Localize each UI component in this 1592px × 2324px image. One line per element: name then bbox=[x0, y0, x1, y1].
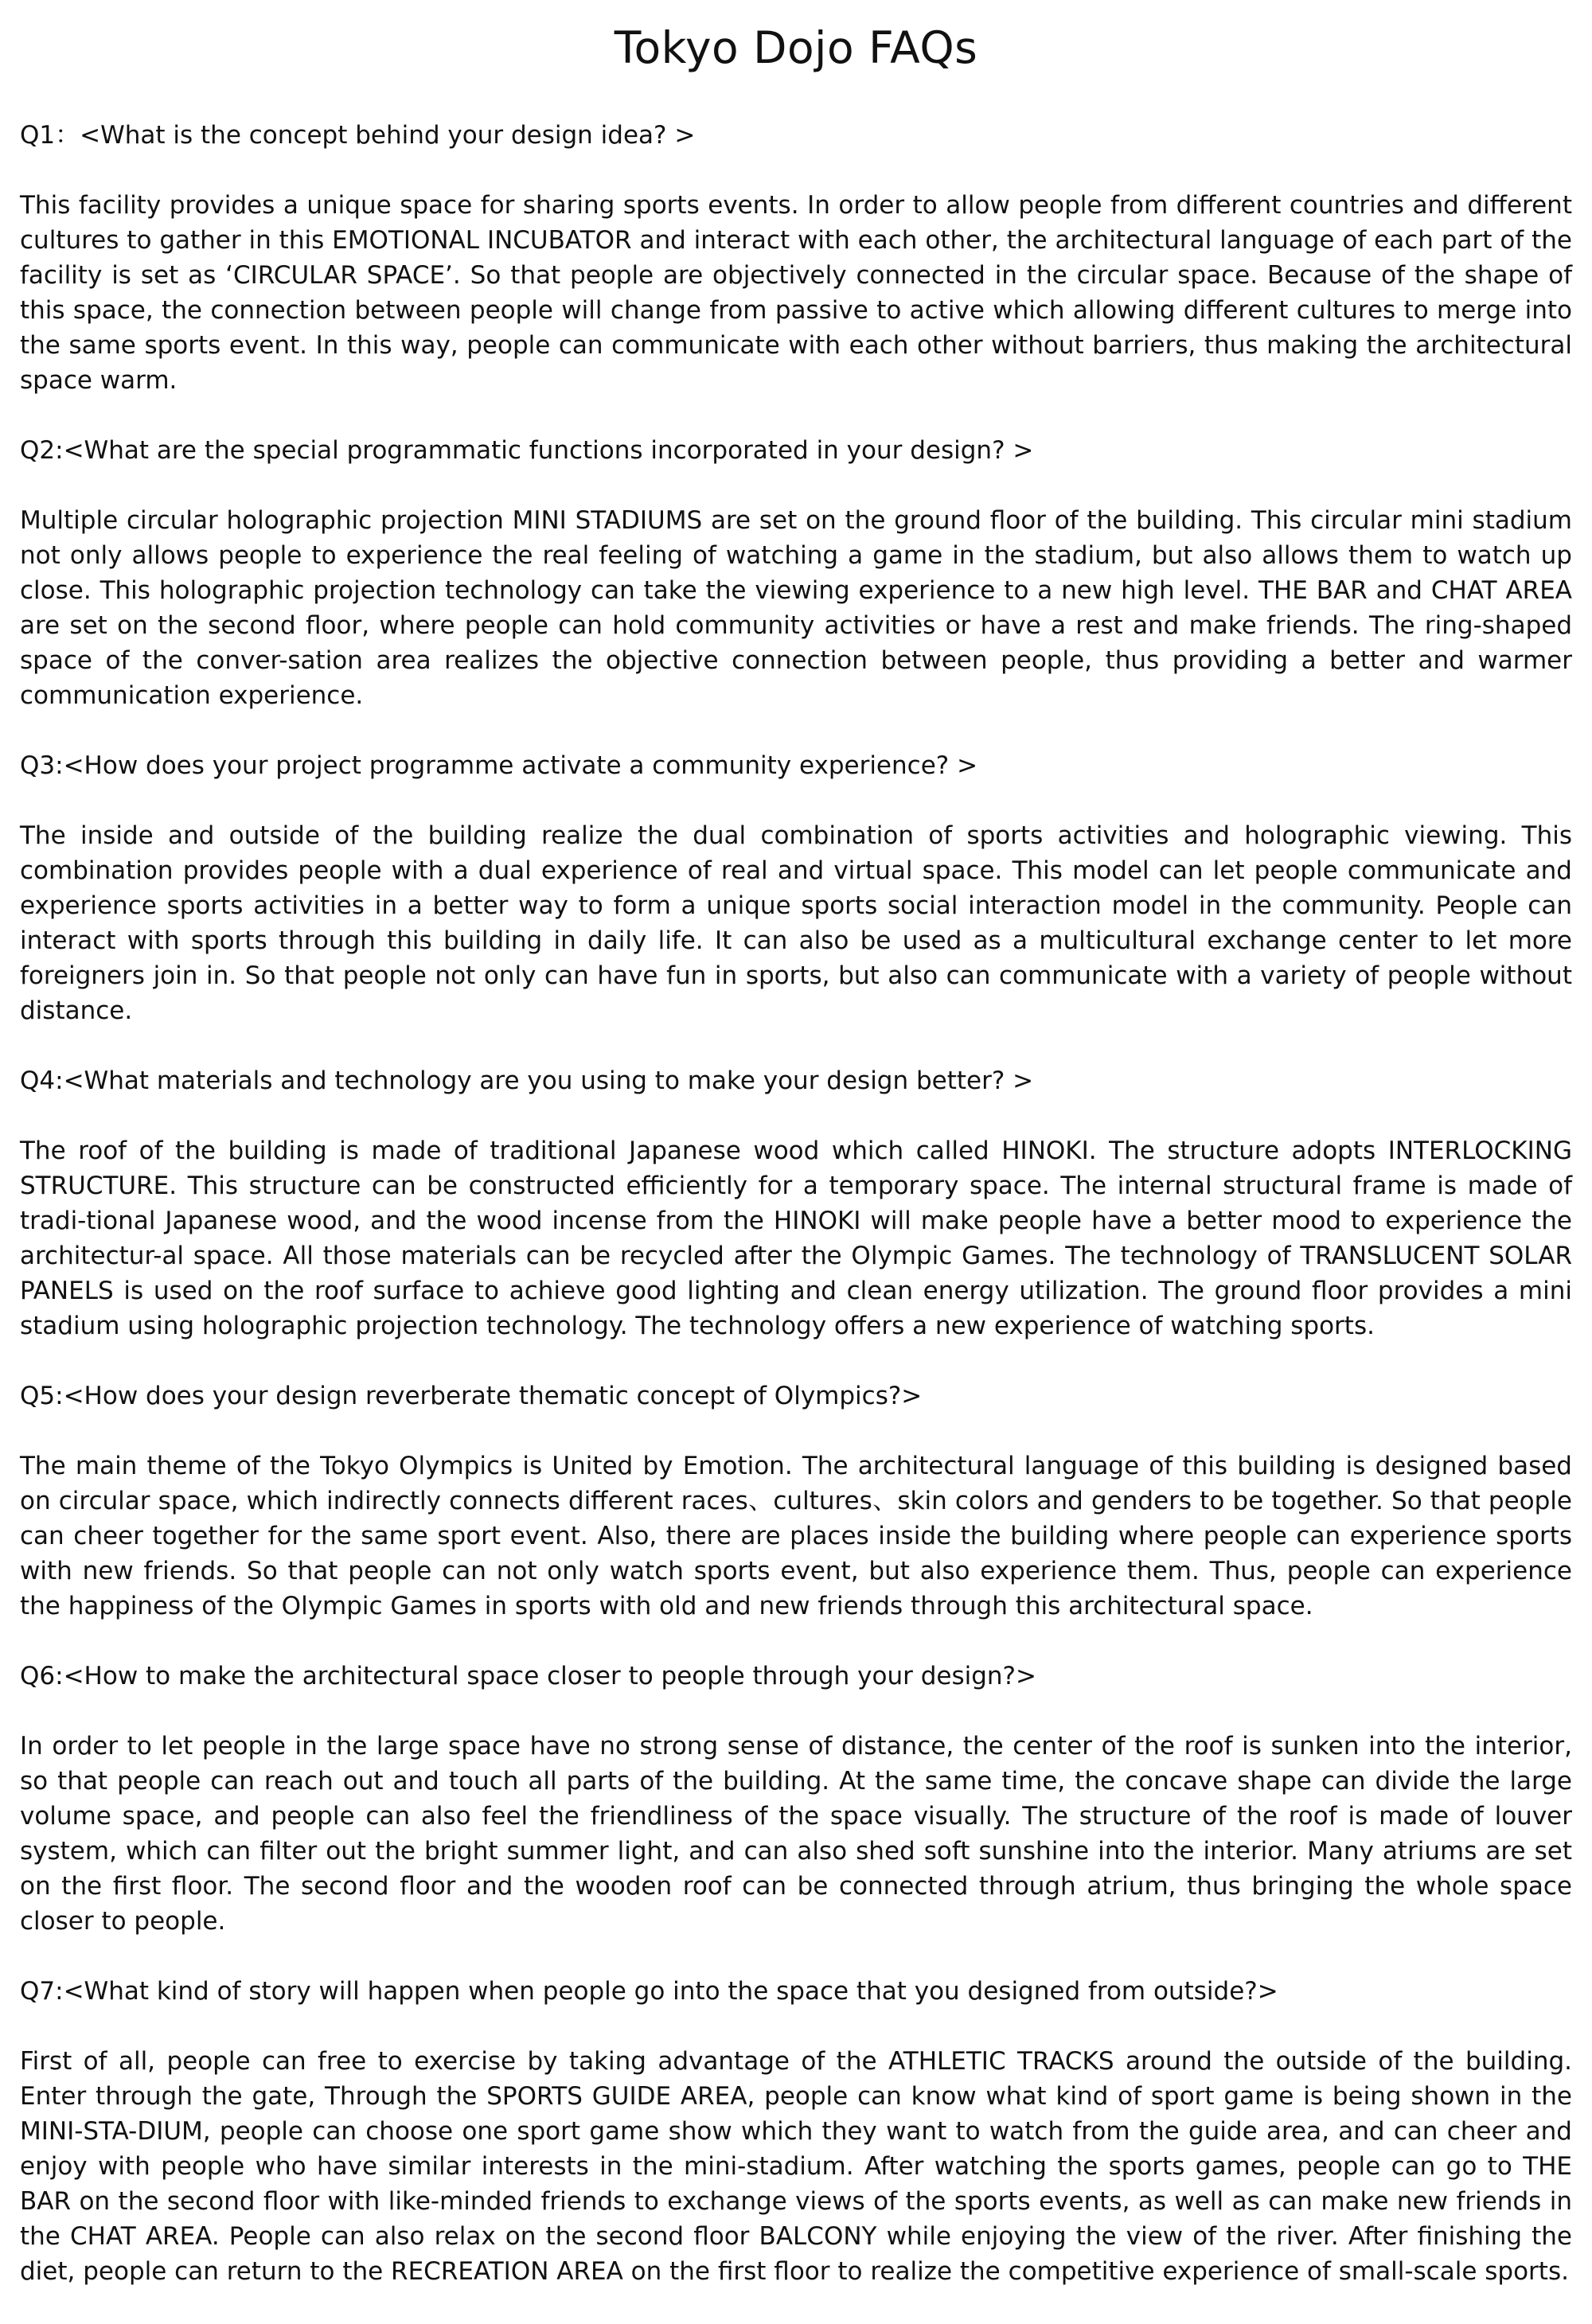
faq-question: Q5:<How does your design reverberate thematic concept of Olympics?> bbox=[20, 1382, 923, 1410]
faq-item-q5 bbox=[20, 1378, 1572, 1624]
faq-question: Q7:<What kind of story will happen when people go into the space that you designed from outside?> bbox=[20, 1977, 1278, 2006]
faq-item-q4 bbox=[20, 1063, 1572, 1343]
faq-answer: The inside and outside of the building realize the dual combination of sports activities and holographic viewing. This combination provides people with a dual experience of real and virtual space. This model can let people communicate and experience sports activities in a better way to form a unique sports social interaction model in the community. People can interact with sports through this building in daily life. It can also be used as a multicultural exchange center to let more foreigners join in. So that people not only can have fun in sports, but also can communicate with a variety of people without distance. bbox=[20, 821, 1572, 1025]
faq-question: Q3:<How does your project programme activate a community experience? > bbox=[20, 751, 978, 780]
faq-answer: The roof of the building is made of traditional Japanese wood which called HINOKI. The structure adopts INTERLOCKING STRUCTURE. This structure can be constructed efficiently for a temporary space. The internal structural frame is made of tradi-tional Japanese wood, and the wood incense from the HINOKI will make people have a better mood to experience the architectur-al space. All those materials can be recycled after the Olympic Games. The technology of TRANSLUCENT SOLAR PANELS is used on the roof surface to achieve good lighting and clean energy utilization. The ground floor provides a mini stadium using holographic projection technology. The technology offers a new experience of watching sports. bbox=[20, 1137, 1572, 1340]
faq-answer: In order to let people in the large space have no strong sense of distance, the center of the roof is sunken into the interior, so that people can reach out and touch all parts of the building. At the same time, the concave shape can divide the large volume space, and people can also feel the friendliness of the space visually. The structure of the roof is made of louver system, which can filter out the bright summer light, and can also shed soft sunshine into the interior. Many atriums are set on the first floor. The second floor and the wooden roof can be connected through atrium, thus bringing the whole space closer to people. bbox=[20, 1732, 1572, 1936]
faq-answer: First of all, people can free to exercise by taking advantage of the ATHLETIC TRACKS around the outside of the building. Enter through the gate, Through the SPORTS GUIDE AREA, people can know what kind of sport game is being shown in the MINI-STA-DIUM, people can choose one sport game show which they want to watch from the guide area, and can cheer and enjoy with people who have similar interests in the mini-stadium. After watching the sports games, people can go to THE BAR on the second floor with like-minded friends to exchange views of the sports events, as well as can make new friends in the CHAT AREA. People can also relax on the second floor BALCONY while enjoying the view of the river. After finishing the diet, people can return to the RECREATION AREA on the first floor to realize the competitive experience of small-scale sports. bbox=[20, 2047, 1572, 2286]
faq-answer: The main theme of the Tokyo Olympics is United by Emotion. The architectural language of this building is designed based on circular space, which indirectly connects different races、cultures、skin colors and genders to be together. So that people can cheer together for the same sport event. Also, there are places inside the building where people can experience sports with new friends. So that people can not only watch sports event, but also experience them. Thus, people can experience the happiness of the Olympic Games in sports with old and new friends through this architectural space. bbox=[20, 1452, 1572, 1620]
faq-item-q1 bbox=[20, 118, 1572, 398]
faq-item-q7 bbox=[20, 1974, 1572, 2289]
faq-question: Q1：<What is the concept behind your design idea? > bbox=[20, 121, 696, 150]
faq-answer: This facility provides a unique space for sharing sports events. In order to allow people from different countries and different cultures to gather in this EMOTIONAL INCUBATOR and interact with each other, the architectural language of each part of the facility is set as ‘CIRCULAR SPACE’. So that people are objectively connected in the circular space. Because of the shape of this space, the connection between people will change from passive to active which allowing different cultures to merge into the same sports event. In this way, people can communicate with each other without barriers, thus making the architectural space warm. bbox=[20, 191, 1572, 395]
document-page bbox=[20, 0, 1572, 2324]
page-title: Tokyo Dojo FAQs bbox=[614, 22, 978, 73]
faq-question: Q6:<How to make the architectural space closer to people through your design?> bbox=[20, 1662, 1036, 1690]
faq-list bbox=[20, 118, 1572, 2289]
faq-answer: Multiple circular holographic projection MINI STADIUMS are set on the ground floor of the building. This circular mini stadium not only allows people to experience the real feeling of watching a game in the stadium, but also allows them to watch up close. This holographic projection technology can take the viewing experience to a new high level. THE BAR and CHAT AREA are set on the second floor, where people can hold community activities or have a rest and make friends. The ring-shaped space of the conver-sation area realizes the objective connection between people, thus providing a better and warmer communication experience. bbox=[20, 506, 1572, 710]
faq-item-q3 bbox=[20, 748, 1572, 1028]
faq-question: Q2:<What are the special programmatic functions incorporated in your design? > bbox=[20, 436, 1034, 465]
faq-item-q6 bbox=[20, 1659, 1572, 1939]
faq-question: Q4:<What materials and technology are you using to make your design better? > bbox=[20, 1066, 1034, 1095]
faq-item-q2 bbox=[20, 433, 1572, 713]
